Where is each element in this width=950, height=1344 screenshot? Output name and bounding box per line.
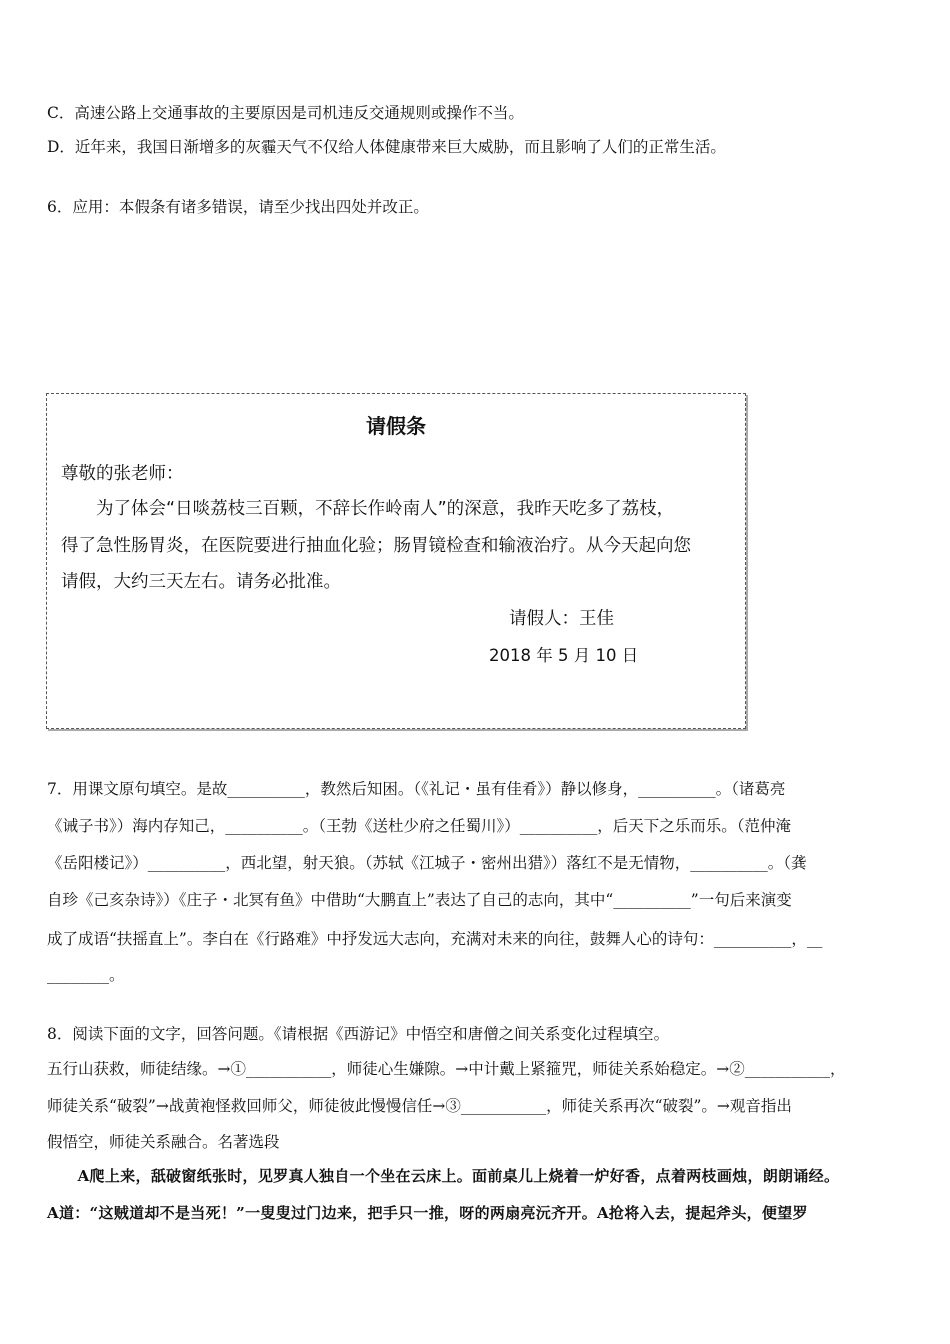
q8-line-1: 8．阅读下面的文字，回答问题。《请根据《西游记》中悟空和唐僧之间关系变化过程填空。 <box>47 1025 670 1043</box>
option-c: C．高速公路上交通事故的主要原因是司机违反交通规则或操作不当。 <box>47 104 524 122</box>
note-title: 请假条 <box>366 414 426 438</box>
q7-line-3: 《岳阳楼记》）__________，西北望，射天狼。（苏轼《江城子・密州出猎》）落红不是无情物，__________。（龚 <box>47 854 807 872</box>
note-body-line-2: 得了急性肠胃炎，在医院要进行抽血化验；肠胃镜检查和输液治疗。从今天起向您 <box>61 536 691 556</box>
excerpt-line-1: A爬上来，舐破窗纸张时，见罗真人独自一个坐在云床上。面前桌儿上烧着一炉好香，点着两枝画烛，朗朗诵经。 <box>47 1167 840 1185</box>
leave-note-box <box>46 393 746 729</box>
option-d: D．近年来，我国日渐增多的灰霾天气不仅给人体健康带来巨大威胁，而且影响了人们的正常生活。 <box>47 138 726 156</box>
note-signer: 请假人：王佳 <box>509 609 614 629</box>
q8-line-2: 五行山获救，师徒结缘。→①___________，师徒心生嫌隙。→中计戴上紧箍咒，师徒关系始稳定。→②___________， <box>47 1060 846 1078</box>
note-date: 2018 年 5 月 10 日 <box>489 646 639 665</box>
q8-line-4: 假悟空，师徒关系融合。名著选段 <box>47 1133 280 1151</box>
note-body-line-1: 为了体会“日啖荔枝三百颗，不辞长作岭南人”的深意，我昨天吃多了荔枝， <box>61 499 675 519</box>
q7-line-5: 成了成语“扶摇直上”。李白在《行路难》中抒发远大志向，充满对未来的向往，鼓舞人心的诗句：__________，__ <box>47 930 823 948</box>
question-6-prompt: 6．应用：本假条有诸多错误，请至少找出四处并改正。 <box>47 198 429 216</box>
q8-line-3: 师徒关系“破裂”→战黄袍怪救回师父，师徒彼此慢慢信任→③___________，师徒关系再次“破裂”。→观音指出 <box>47 1097 792 1115</box>
q7-line-2: 《诫子书》）海内存知己，__________。（王勃《送杜少府之任蜀川》）__________，后天下之乐而乐。（范仲淹 <box>47 817 792 835</box>
note-greeting: 尊敬的张老师： <box>61 464 184 484</box>
q7-line-1: 7．用课文原句填空。是故__________，教然后知困。（《礼记・虽有佳肴》）静以修身，__________。（诸葛亮 <box>47 780 786 798</box>
q7-line-6: ________。 <box>47 966 125 984</box>
excerpt-line-2: A道：“这贼道却不是当死！”一叟叟过门边来，把手只一推，呀的两扇亮沅齐开。A抢将入去，提起斧头，便望罗 <box>47 1204 808 1222</box>
note-body-line-3: 请假，大约三天左右。请务必批准。 <box>61 572 341 592</box>
q7-line-4: 自珍《己亥杂诗》）《庄子・北冥有鱼》中借助“大鹏直上”表达了自己的志向，其中“__________”一句后来演变 <box>47 891 792 909</box>
